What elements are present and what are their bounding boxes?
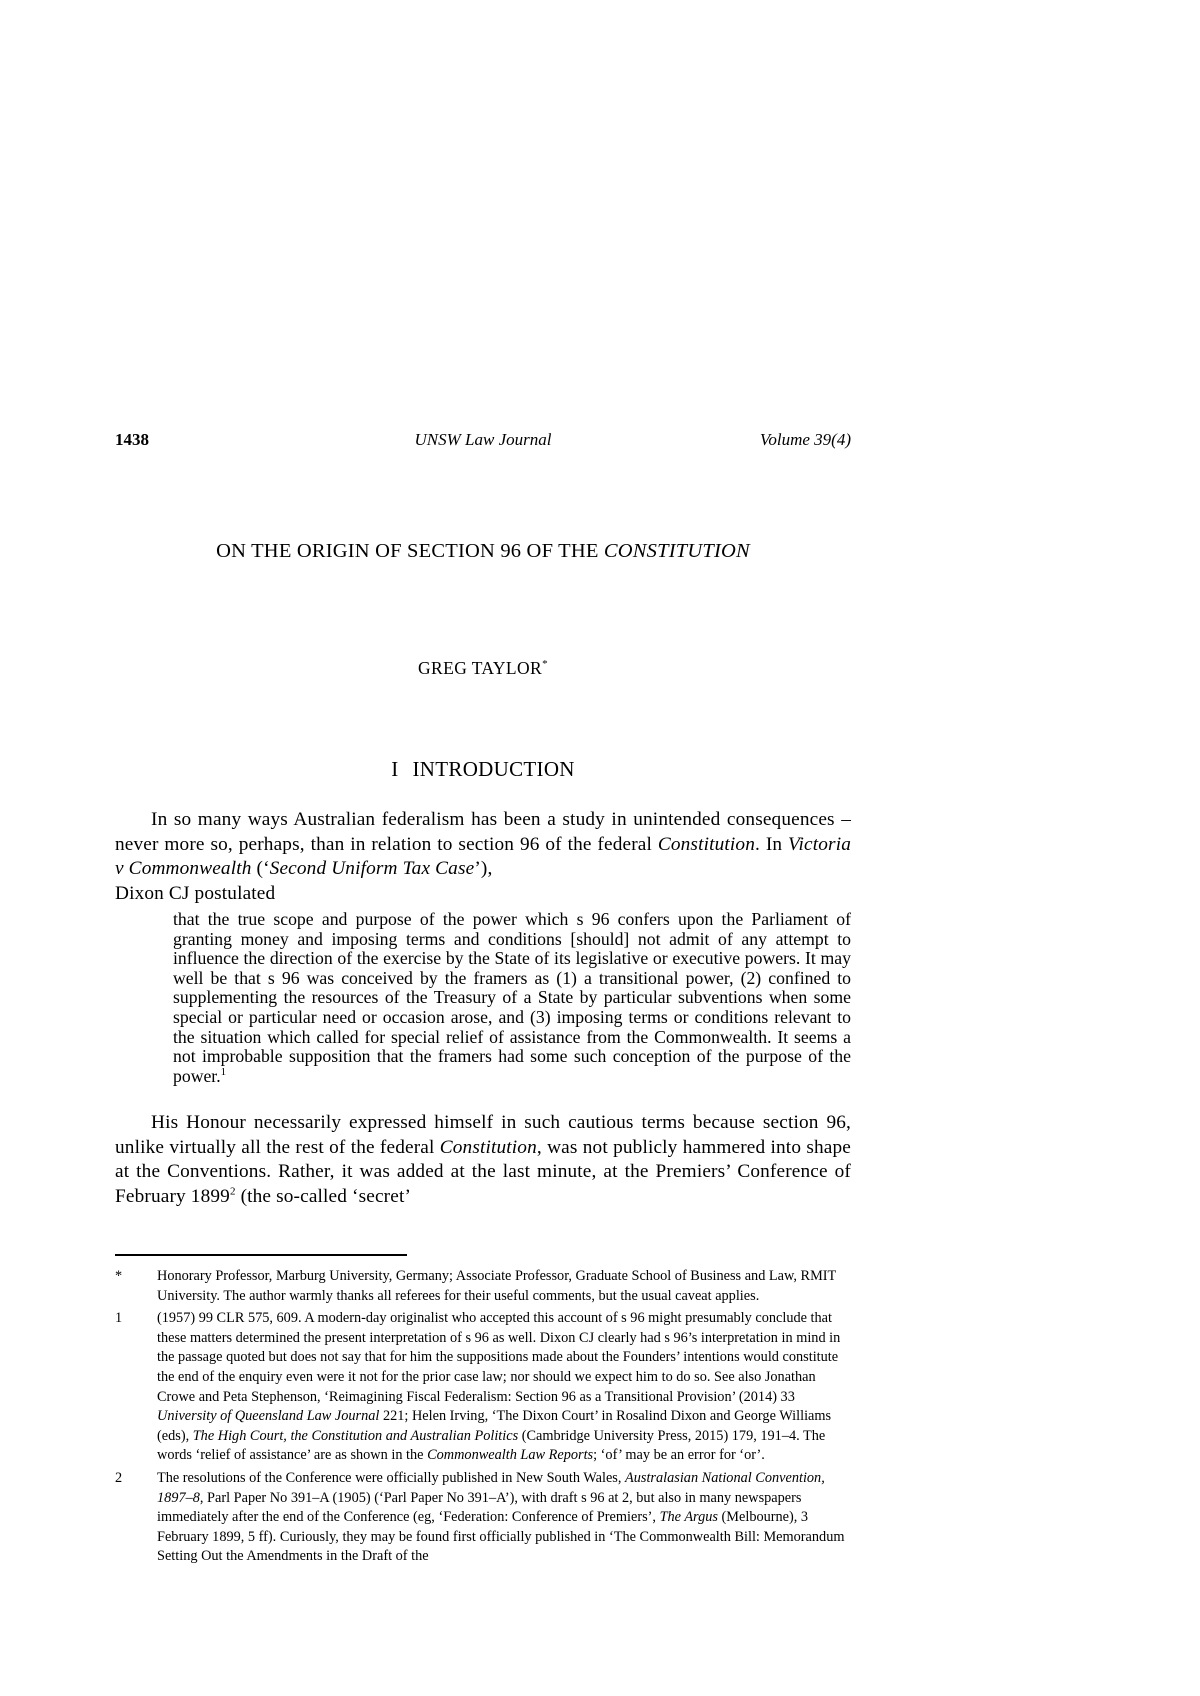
volume-label: Volume 39(4) [759,430,851,449]
article-title-italic: CONSTITUTION [603,540,750,562]
para1-italic-constitution: Constitution [657,833,755,855]
journal-title: UNSW Law Journal [414,430,552,449]
section-title: INTRODUCTION [412,757,575,781]
author-footnote-mark: * [542,658,548,671]
fn1-text-4: ; ‘of’ may be an error for ‘or’. [593,1447,765,1464]
fn2-italic-convention: Australasian National Convention, 1897–8 [157,1469,825,1506]
fn2-italic-newspaper: The Argus [659,1509,718,1526]
footnote-text [157,1309,851,1466]
footnote-ref-2[interactable]: 2 [229,1185,236,1198]
fn1-italic-reports: Commonwealth Law Reports [427,1447,594,1464]
para1-text-2: . In [755,833,789,855]
para1-text-1: In so many ways Australian federalism has been a study in unintended consequences – never more so, perhaps, than in relation to section 96 of the federal [115,809,851,855]
page-number: 1438 [115,430,149,449]
para1-text-3: (‘ [251,858,270,879]
fn1-text-3: (Cambridge University Press, 2015) 179, 191–4. The words ‘relief of assistance’ are as shown in the [157,1427,826,1464]
fn1-italic-journal: University of Queensland Law Journal [157,1408,380,1425]
fn2-text-3: (Melbourne), 3 February 1899, 5 ff). Curiously, they may be found first officially published in ‘The Commonwealth Bill: Memorandum Setting Out the Amendments in the Draft of the [157,1509,845,1565]
article-title [115,540,851,563]
footnote-text [157,1469,851,1567]
para1-italic-case-short: Second Uniform Tax Case [269,858,475,879]
para2-text-2: , was not publicly hammered into shape at the Conventions. Rather, it was added at the last minute, at the Premiers’ Conference of February 1899 [115,1136,851,1207]
block-quote-text: that the true scope and purpose of the power which s 96 confers upon the Parliament of granting money and imposing terms and conditions [should] not admit of any attempt to influence the direction of the exercise by the State of its legislative or executive powers. It may well be that s 96 was conceived by the framers as (1) a transitional power, (2) confined to supplementing the resources of the Treasury of a State by particular subventions when some special or particular need or occasion arose, and (3) imposing terms or conditions relevant to the situation which called for special relief of assistance from the Commonwealth. It seems a not improbable supposition that the framers had some such conception of the purpose of the power. [173,909,851,1086]
footnote-1 [115,1309,851,1466]
fn1-text-1: (1957) 99 CLR 575, 609. A modern-day originalist who accepted this account of s 96 might presumably conclude that these matters determined the present interpretation of s 96 as well. Dixon CJ clearly had s 96’s interpretation in mind in the passage quoted but does not say that for him the suppositions made about the Founders’ intentions would constitute the end of the enquiry even were it not for the prior case law; nor should we expect him to do so. See also Jonathan Crowe and Peta Stephenson, ‘Reimagining Fiscal Federalism: Section 96 as a Transitional Provision’ (2014) 33 [157,1310,841,1405]
footnote-mark: 1 [115,1310,123,1327]
footnote-text: Honorary Professor, Marburg University, Germany; Associate Professor, Graduate School of Business and Law, RMIT University. The author warmly thanks all referees for their useful comments, but the usual caveat applies. [157,1268,837,1304]
footnote-mark: 2 [115,1469,123,1486]
fn1-italic-book: The High Court, the Constitution and Australian Politics [192,1427,519,1444]
fn2-text-1: The resolutions of the Conference were officially published in New South Wales, [157,1469,626,1486]
para2-italic-constitution: Constitution [439,1136,537,1158]
author-line [115,658,851,679]
para2-text-3: (the so-called ‘secret’ [235,1185,412,1207]
fn2-text-2: , Parl Paper No 391–A (1905) (‘Parl Paper No 391–A’), with draft s 96 at 2, but also in many newspapers immediately after the end of the Conference (eg, ‘Federation: Conference of Premiers’, [157,1489,802,1526]
body-paragraph-2 [115,1111,851,1209]
running-head [115,430,851,454]
block-quote [173,910,851,1086]
section-number: I [391,757,399,781]
footnote-mark: * [115,1268,123,1284]
section-heading [115,757,851,782]
footnotes [115,1267,851,1570]
footnote-ref-1[interactable]: 1 [220,1065,227,1078]
para1-text-4: ’), [474,858,493,879]
fn1-text-2: 221; Helen Irving, ‘The Dixon Court’ in Rosalind Dixon and George Williams (eds), [157,1408,832,1444]
para1-text-5: Dixon CJ postulated [115,882,276,904]
footnote-2 [115,1469,851,1567]
para2-text-1: His Honour necessarily expressed himself in such cautious terms because section 96, unlike virtually all the rest of the federal [115,1112,851,1158]
footnote-divider [115,1254,407,1256]
footnote-star [115,1267,851,1306]
para1-italic-case-name: Victoria v Commonwealth [115,833,851,879]
author-name: GREG TAYLOR [418,658,543,678]
body-paragraph-1 [115,808,851,906]
article-title-main: ON THE ORIGIN OF SECTION 96 OF THE [216,540,604,562]
